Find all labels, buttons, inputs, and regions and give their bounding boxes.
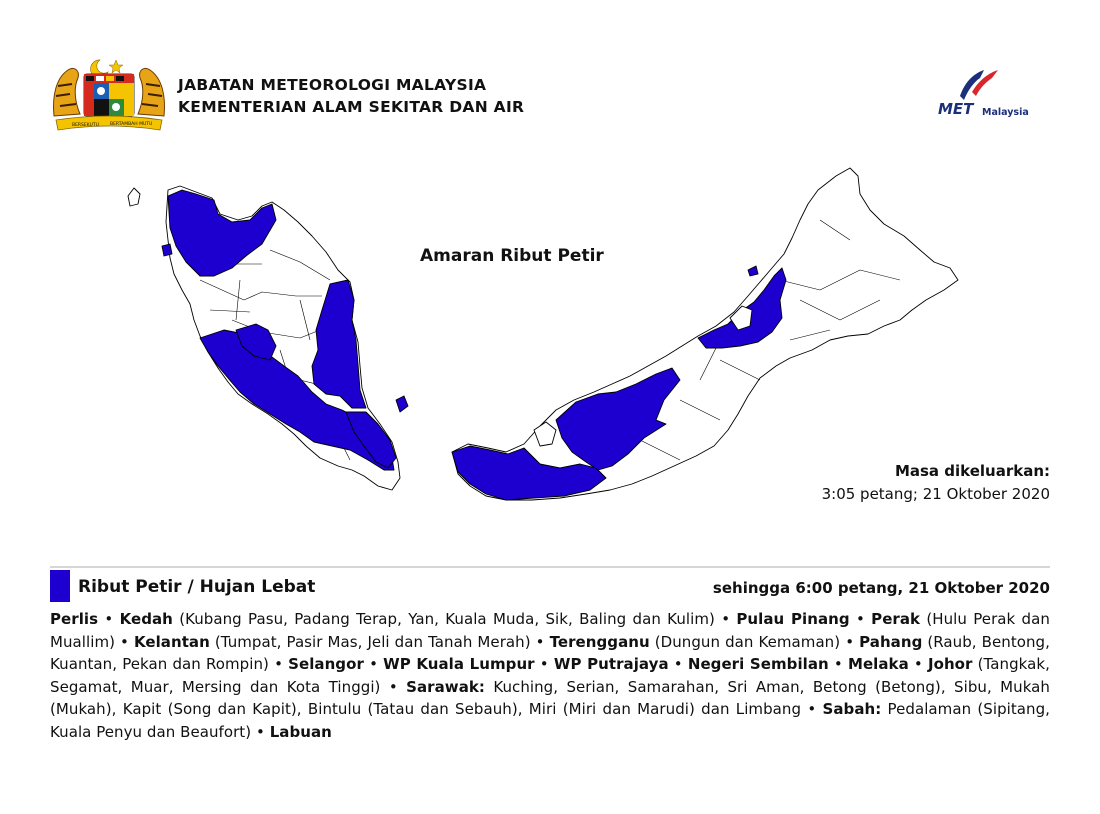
area-item <box>288 655 364 673</box>
issued-time: 3:05 petang; 21 Oktober 2020 <box>821 485 1050 503</box>
issued-time-block <box>822 460 1050 506</box>
area-state: Labuan <box>269 722 332 741</box>
area-detail: (Tumpat, Pasir Mas, Jeli dan Tanah Merah) <box>214 632 531 651</box>
penang <box>162 244 172 256</box>
separator-bullet: • <box>388 677 398 696</box>
crest-motto-right: BERTAMBAH MUTU <box>110 122 153 127</box>
agency-name: JABATAN METEOROLOGI MALAYSIA <box>178 76 487 94</box>
coat-of-arms-icon <box>50 56 168 134</box>
area-detail: (Tangkak, Segamat, Muar, Mersing dan Kota Tinggi) <box>50 655 1050 696</box>
agency-header <box>178 74 524 118</box>
area-state: Sarawak: <box>406 677 485 696</box>
separator-bullet: • <box>913 655 923 673</box>
area-item <box>120 610 715 628</box>
affected-areas-list <box>50 608 1050 743</box>
separator-bullet: • <box>673 655 683 673</box>
divider <box>50 566 1050 568</box>
area-detail: Pedalaman (Sipitang, Kuala Penyu dan Beaufort) <box>50 700 1050 741</box>
tioman <box>396 396 408 412</box>
legend-swatch <box>50 570 70 602</box>
area-state: WP Putrajaya <box>553 655 669 673</box>
separator-bullet: • <box>721 610 731 628</box>
warning-labuan <box>748 266 758 276</box>
area-state: Perlis <box>50 610 99 628</box>
area-state: Kedah <box>119 610 173 628</box>
area-item <box>383 655 535 673</box>
area-detail: (Kubang Pasu, Padang Terap, Yan, Kuala Muda, Sik, Baling dan Kulim) <box>179 610 715 628</box>
area-state: Selangor <box>288 655 364 673</box>
area-state: Terengganu <box>549 632 650 651</box>
legend-label: Ribut Petir / Hujan Lebat <box>78 577 316 597</box>
area-item <box>550 633 841 651</box>
area-detail: Kuching, Serian, Samarahan, Sri Aman, Betong (Betong), Sibu, Mukah (Mukah), Kapit (Song dan Kapit), Bintulu (Tatau dan Sebauh), Miri (Miri dan Marudi) dan Limbang <box>50 677 1050 718</box>
area-state: WP Kuala Lumpur <box>383 655 535 673</box>
separator-bullet: • <box>104 610 114 628</box>
crest-motto-left: BERSEKUTU <box>72 123 99 128</box>
peninsular-malaysia <box>128 186 408 490</box>
area-state: Pahang <box>859 632 923 651</box>
separator-bullet: • <box>255 722 265 741</box>
separator-bullet: • <box>833 655 843 673</box>
area-state: Sabah: <box>822 700 882 718</box>
area-state: Perak <box>871 610 921 628</box>
area-state: Pulau Pinang <box>736 610 850 628</box>
separator-bullet: • <box>845 632 855 651</box>
area-detail: (Hulu Perak dan Muallim) <box>50 610 1050 651</box>
logo-malaysia-text: Malaysia <box>982 107 1029 118</box>
area-detail: (Raub, Bentong, Kuantan, Pekan dan Rompin) <box>50 632 1050 673</box>
area-state: Negeri Sembilan <box>687 655 829 673</box>
area-item <box>688 655 829 673</box>
met-malaysia-logo-icon <box>934 66 1050 122</box>
area-state: Melaka <box>847 655 909 673</box>
map-title: Amaran Ribut Petir <box>420 246 604 266</box>
borneo-malaysia <box>452 168 958 500</box>
area-item <box>736 610 849 628</box>
area-item <box>848 655 909 673</box>
area-state: Kelantan <box>133 632 210 651</box>
issued-label: Masa dikeluarkan: <box>894 462 1050 480</box>
area-item <box>50 610 98 628</box>
legend-valid-until: sehingga 6:00 petang, 21 Oktober 2020 <box>712 579 1050 597</box>
separator-bullet: • <box>539 655 549 673</box>
area-item <box>270 723 332 741</box>
separator-bullet: • <box>535 632 545 651</box>
area-detail: (Dungun dan Kemaman) <box>654 632 841 651</box>
logo-met-text: MET <box>938 100 974 118</box>
separator-bullet: • <box>274 655 283 673</box>
ministry-name: KEMENTERIAN ALAM SEKITAR DAN AIR <box>178 98 525 116</box>
separator-bullet: • <box>855 610 865 628</box>
langkawi <box>128 188 140 206</box>
area-item <box>554 655 669 673</box>
separator-bullet: • <box>369 655 378 673</box>
area-item <box>134 633 531 651</box>
area-state: Johor <box>927 655 973 673</box>
separator-bullet: • <box>120 632 129 651</box>
separator-bullet: • <box>807 700 817 718</box>
